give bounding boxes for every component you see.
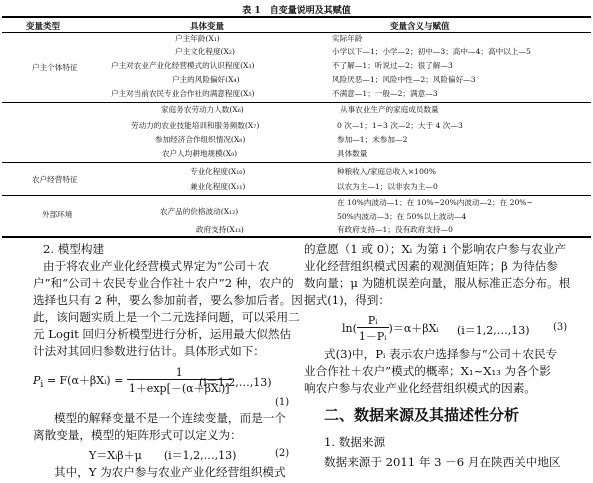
formula-3-fraction: [357, 314, 389, 344]
table-cell-val: 实际年龄: [332, 34, 363, 43]
table-cell-category: 外部环境: [42, 210, 73, 219]
table-cell-val: 以农为主—1；以非农为主—0: [337, 182, 438, 191]
table-cell-val: 有政府支持—1；没有政府支持—0: [337, 225, 453, 234]
table-bottom-rule: [2, 236, 591, 238]
paragraph-line: 离散变量，模型的矩阵形式可以定义为：: [33, 428, 242, 442]
formula-1-subscript: i: [40, 379, 44, 391]
table-cell-val: 不满意—1；一般—2；满意—3: [332, 89, 438, 98]
table-cell-var: 农户人均耕地规模(X₉): [162, 149, 238, 158]
table-cell-val: 在 10%内波动—1；在 10%~20%内波动—2；在 20%~: [337, 198, 533, 207]
paragraph-line: 模型的解释变量不是一个连续变量，而是一个: [54, 411, 286, 425]
table-group-rule: [2, 195, 591, 196]
table-cell-var: 家庭务农劳动力人数(X₆): [161, 105, 244, 114]
table-header-rule: [2, 32, 591, 33]
table-top-rule: [2, 16, 591, 18]
formula-2-number: (2): [275, 448, 290, 459]
formula-1-denominator: 1＋exp[－(α＋βXᵢ)]: [128, 382, 230, 395]
paragraph-line: 元 Logit 回归分析模型进行分析，运用最大似然估: [33, 327, 292, 341]
paragraph-line: 由于将农业产业化经营模式界定为“公司＋农: [43, 259, 270, 273]
paragraph-line: 的意愿（1 或 0）；Xᵢ 为第 i 个影响农户参与农业产: [304, 242, 566, 256]
table-cell-val: 参加—1；未参加—2: [337, 135, 408, 144]
paragraph-line: 业合作社＋农户”模式的概率；X₁~X₁₃ 为各个影: [304, 364, 551, 378]
paragraph-line: 户”和“公司＋农民专业合作社＋农户”2 种，农户的: [33, 276, 294, 290]
formula-1-lhs: P: [33, 374, 41, 387]
table-cell-category: 户主个体特征: [32, 63, 78, 72]
formula-3-rhs: )＝α＋βXᵢ: [388, 322, 439, 335]
table-group-rule: [2, 102, 591, 103]
table-cell-var: 户主对农业产业化经营模式的认识程度(X₃): [111, 61, 255, 70]
table-cell-var: 兼业化程度(X₁₁): [190, 182, 246, 191]
paragraph-line: 选择也只有 2 种，要么参加前者，要么参加后者。因: [33, 293, 303, 307]
formula-1-numerator: 1: [127, 366, 232, 380]
table-cell-var: 户主的风险偏好(X₄): [172, 75, 240, 84]
formula-2: Y＝Xᵢβ＋μ (i＝1,2,…,13): [89, 449, 237, 462]
table-group-rule: [2, 162, 591, 163]
paragraph-line: 据式(1)，得到：: [304, 293, 390, 307]
table-cell-var: 政府支持(X₁₃): [196, 225, 244, 234]
paragraph-line: 其中，Y 为农户参与农业产业化经营组织模式: [54, 465, 286, 479]
formula-3-range: (i＝1,2,…,13): [457, 324, 530, 337]
formula-3-number: (3): [553, 322, 568, 333]
table-cell-var: 参加经济合作组织情况(X₈): [155, 135, 246, 144]
table-cell-val: 小学以下—1；小学—2；初中—3；高中—4；高中以上—5: [332, 47, 531, 56]
paragraph-line: 数据来源于 2011 年 3 －6 月在陕西关中地区: [324, 455, 561, 469]
paragraph-line: 计法对其回归参数进行估计。具体形式如下：: [33, 344, 265, 358]
formula-1-mid: = F(α＋βXᵢ) =: [43, 374, 127, 387]
header-specific-var: 具体变量: [190, 22, 225, 32]
formula-3-numerator: Pᵢ: [357, 314, 389, 328]
paragraph-line: 式(3)中，Pᵢ 表示农户选择参与“公司＋农民专: [324, 347, 558, 361]
paragraph-line: 业化经营组织模式因素的观测值矩阵；β 为待估参: [304, 259, 558, 273]
table-cell-val: 0 次—1；1~3 次—2；大于 4 次—3: [337, 121, 463, 130]
table-caption: 表 1 自变量说明及其赋值: [242, 6, 351, 16]
formula-3: [342, 314, 439, 344]
table-cell-var: 农产品的价格波动(X₁₂): [160, 207, 239, 216]
table-cell-var: 专业化程度(X₁₀): [190, 167, 246, 176]
header-var-type: 变量类型: [26, 22, 61, 32]
table-cell-val: 从事农业生产的家庭成员数量: [340, 105, 439, 114]
table-cell-var: 劳动力的农业技能培训和服务频数(X₇): [131, 121, 260, 130]
paragraph-line: 数向量；μ 为随机误差向量，服从标准正态分布。根: [304, 276, 571, 290]
formula-1-number: (1): [275, 397, 290, 408]
table-cell-category: 农户经营特征: [32, 175, 78, 184]
formula-3-denominator: 1－Pᵢ: [358, 330, 387, 343]
formula-3-ln: ln(: [342, 322, 357, 335]
table-cell-val: 种粮收入/家庭总收入×100%: [337, 167, 436, 176]
section-heading: 二、数据来源及其描述性分析: [324, 406, 520, 424]
table-cell-var: 户主对当前农民专业合作社的满意程度(X₅): [111, 89, 255, 98]
paragraph-line: 此，该问题实质上是一个二元选择问题，可以采用二: [33, 310, 300, 324]
formula-1-range: (i＝1,2,…,13): [199, 376, 272, 389]
table-cell-val: 不了解—1；听说过—2；很了解—3: [332, 61, 453, 70]
table-cell-var: 户主年龄(X₁): [175, 34, 220, 43]
subsection-heading: 1. 数据来源: [324, 435, 386, 449]
table-cell-val: 具体数量: [337, 149, 368, 158]
table-cell-val: 50%内波动—3；在 50%以上波动—4: [337, 212, 467, 221]
table-cell-var: 户主文化程度(X₂): [175, 47, 235, 56]
paragraph-line: 响农户参与农业产业化经营组织模式的因素。: [304, 381, 536, 395]
table-cell-val: 风险厌恶—1；风险中性—2；风险偏好—3: [332, 75, 476, 84]
header-meaning: 变量含义与赋值: [390, 22, 450, 32]
subsection-heading: 2. 模型构建: [43, 242, 105, 256]
